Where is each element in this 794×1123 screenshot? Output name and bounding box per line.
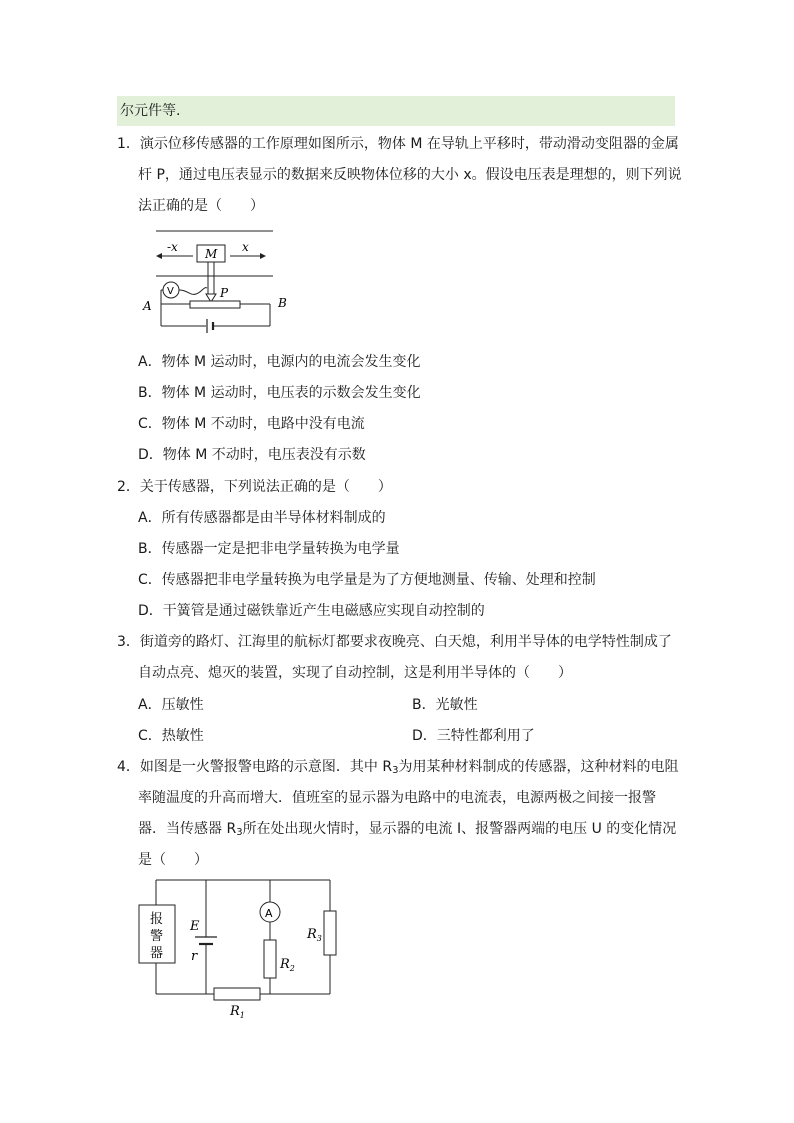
q4-stem-line-4: 是（ ） <box>138 852 208 868</box>
terminal-b-label: B <box>278 296 287 310</box>
q3-option-c[interactable]: C．热敏性 <box>138 728 204 744</box>
q1-stem-line-2: 杆 P，通过电压表显示的数据来反映物体位移的大小 x。假设电压表是理想的，则下列说 <box>138 167 682 183</box>
q2-option-a[interactable]: A．所有传感器都是由半导体材料制成的 <box>138 510 386 526</box>
voltmeter-label: V <box>167 286 174 297</box>
r3-label: $R_3$ <box>307 927 322 943</box>
r1-label: $R_1$ <box>230 1004 245 1020</box>
section-banner: 尔元件等. <box>117 96 675 126</box>
alarm-char-3: 器 <box>150 946 164 961</box>
r2-label: $R_2$ <box>280 957 295 973</box>
q1-stem-line-3: 法正确的是（ ） <box>138 198 264 214</box>
q1-option-b[interactable]: B．物体 M 运动时，电压表的示数会发生变化 <box>138 385 421 401</box>
q2-option-c[interactable]: C．传感器把非电学量转换为电学量是为了方便地测量、传输、处理和控制 <box>138 572 596 588</box>
q1-option-c[interactable]: C．物体 M 不动时，电路中没有电流 <box>138 416 365 432</box>
ammeter-label: A <box>265 907 273 920</box>
block-m-label: M <box>205 247 218 261</box>
resistor-r3 <box>324 911 336 955</box>
q2-option-b[interactable]: B．传感器一定是把非电学量转换为电学量 <box>138 541 400 557</box>
internal-r-label: r <box>191 949 198 964</box>
q1-stem-line-1: 1．演示位移传感器的工作原理如图所示，物体 M 在导轨上平移时，带动滑动变阻器的金属 <box>117 136 679 152</box>
q1-option-a[interactable]: A．物体 M 运动时，电源内的电流会发生变化 <box>138 354 421 370</box>
rheostat <box>190 301 240 308</box>
q4-stem-line-2: 率随温度的升高而增大．值班室的显示器为电路中的电流表，电源两极之间接一报警 <box>138 790 656 806</box>
alarm-char-2: 警 <box>150 929 164 944</box>
q3-option-a[interactable]: A．压敏性 <box>138 697 204 713</box>
resistor-r1 <box>214 988 260 1000</box>
rod-p-label: P <box>220 286 229 300</box>
q4-stem-line-3: 器．当传感器 $R_3$所在处出现火情时，显示器的电流 I、报警器两端的电压 U 的变化情况 <box>138 821 677 838</box>
q3-option-b[interactable]: B．光敏性 <box>412 697 478 713</box>
q1-option-d[interactable]: D．物体 M 不动时，电压表没有示数 <box>138 447 366 463</box>
q4-fire-alarm-circuit-figure <box>132 872 342 1022</box>
q2-stem: 2．关于传感器，下列说法正确的是（ ） <box>117 479 392 495</box>
x-label: x <box>242 240 249 254</box>
emf-label: E <box>190 919 200 934</box>
q3-stem-line-1: 3．街道旁的路灯、江海里的航标灯都要求夜晚亮、白天熄，利用半导体的电学特性制成了 <box>117 634 672 650</box>
neg-x-label: -x <box>167 240 178 254</box>
alarm-char-1: 报 <box>150 912 164 927</box>
q2-option-d[interactable]: D．干簧管是通过磁铁靠近产生电磁感应实现自动控制的 <box>138 603 485 619</box>
q3-stem-line-2: 自动点亮、熄灭的装置，实现了自动控制，这是利用半导体的（ ） <box>138 665 572 681</box>
resistor-r2 <box>264 940 276 978</box>
q1-displacement-sensor-figure <box>140 226 290 338</box>
terminal-a-label: A <box>143 299 152 313</box>
q3-option-d[interactable]: D．三特性都利用了 <box>412 728 535 744</box>
q4-stem-line-1: 4．如图是一火警报警电路的示意图．其中 $R_3$为用某种材料制成的传感器，这种材料的电阻 <box>117 759 679 776</box>
